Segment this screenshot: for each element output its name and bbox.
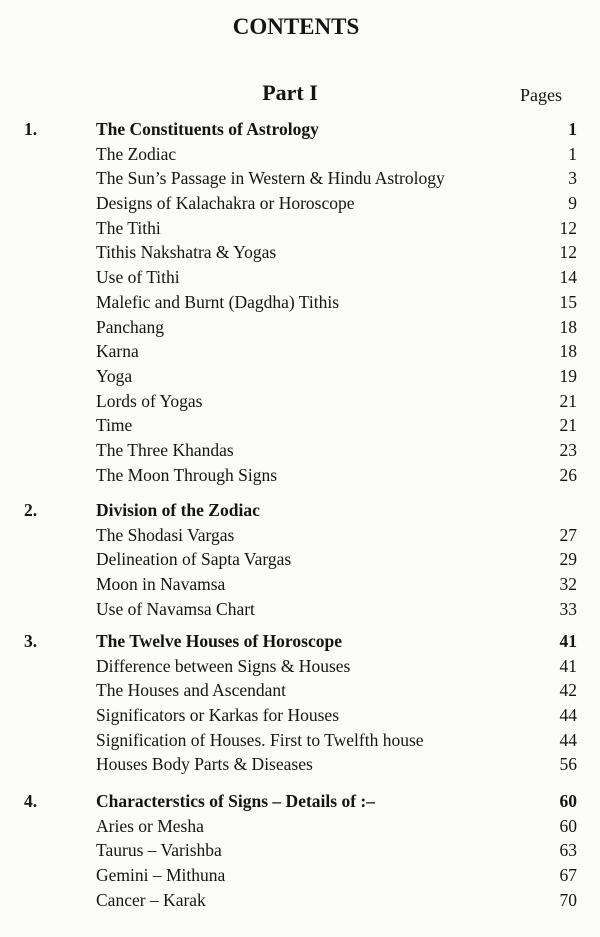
entry-title: Taurus – Varishba <box>96 840 222 861</box>
entry-title: Difference between Signs & Houses <box>96 655 351 676</box>
pages-column-label: Pages <box>520 85 562 105</box>
entry-title: Houses Body Parts & Diseases <box>96 754 313 775</box>
toc-entry[interactable] <box>0 166 600 191</box>
entry-title: Yoga <box>96 365 133 386</box>
toc-entry[interactable] <box>0 142 600 167</box>
entry-page: 9 <box>568 193 577 214</box>
entry-title: Time <box>96 415 133 436</box>
entry-page: 42 <box>559 680 577 701</box>
toc-entry[interactable] <box>0 191 600 216</box>
entry-title: Cancer – Karak <box>96 889 206 910</box>
chapter-title: Division of the Zodiac <box>96 500 260 520</box>
entry-title: The Moon Through Signs <box>96 464 277 485</box>
toc-entry[interactable] <box>0 315 600 340</box>
toc-entry[interactable] <box>0 597 600 622</box>
entry-page: 23 <box>559 439 577 460</box>
entry-title: The Tithi <box>96 217 161 238</box>
entry-page: 56 <box>559 754 577 775</box>
chapter-heading[interactable] <box>0 789 600 814</box>
toc-entry[interactable] <box>0 752 600 777</box>
entry-page: 15 <box>559 291 577 312</box>
page-title: CONTENTS <box>232 14 360 39</box>
toc-entry[interactable] <box>0 339 600 364</box>
entry-page: 63 <box>559 840 577 861</box>
entry-title: The Houses and Ascendant <box>96 680 287 701</box>
chapter-heading[interactable] <box>0 498 600 523</box>
toc-entry[interactable] <box>0 703 600 728</box>
entry-page: 33 <box>559 598 577 619</box>
chapter-section <box>0 498 600 621</box>
toc-entry[interactable] <box>0 678 600 703</box>
chapter-number: 3. <box>24 631 38 651</box>
entry-title: The Zodiac <box>96 143 177 164</box>
entry-page: 12 <box>559 242 577 263</box>
toc-entry[interactable] <box>0 654 600 679</box>
toc-entry[interactable] <box>0 290 600 315</box>
toc-entry[interactable] <box>0 265 600 290</box>
entry-title: Aries or Mesha <box>96 815 204 836</box>
entry-title: Lords of Yogas <box>96 390 203 411</box>
chapter-number: 4. <box>24 791 38 811</box>
toc-entry[interactable] <box>0 364 600 389</box>
entry-page: 26 <box>559 464 577 485</box>
toc-entry[interactable] <box>0 240 600 265</box>
chapter-page: 41 <box>559 631 577 651</box>
entry-title: Use of Tithi <box>96 267 180 288</box>
entry-title: Panchang <box>96 316 165 337</box>
toc-entry[interactable] <box>0 888 600 913</box>
toc-entry[interactable] <box>0 863 600 888</box>
toc-entry[interactable] <box>0 728 600 753</box>
toc-entry[interactable] <box>0 523 600 548</box>
entry-title: Designs of Kalachakra or Horoscope <box>96 193 355 214</box>
entry-page: 27 <box>559 524 577 545</box>
entry-page: 19 <box>559 365 577 386</box>
entry-page: 12 <box>559 217 577 238</box>
entry-title: Significators or Karkas for Houses <box>96 705 340 726</box>
entry-page: 1 <box>568 143 577 164</box>
chapter-number: 1. <box>24 119 38 139</box>
toc-entry[interactable] <box>0 572 600 597</box>
entry-page: 18 <box>559 341 577 362</box>
entry-page: 21 <box>559 415 577 436</box>
entry-page: 32 <box>559 574 577 595</box>
toc-entry[interactable] <box>0 463 600 488</box>
entry-title: Malefic and Burnt (Dagdha) Tithis <box>96 291 340 312</box>
entry-title: The Three Khandas <box>96 439 234 460</box>
toc-entry[interactable] <box>0 438 600 463</box>
entry-title: Delineation of Sapta Vargas <box>96 549 292 570</box>
entry-page: 21 <box>559 390 577 411</box>
chapter-title: The Twelve Houses of Horoscope <box>96 631 342 651</box>
entry-title: Use of Navamsa Chart <box>96 598 255 619</box>
chapter-section <box>0 117 600 487</box>
entry-page: 14 <box>559 267 577 288</box>
entry-title: Gemini – Mithuna <box>96 865 226 886</box>
toc-entry[interactable] <box>0 413 600 438</box>
toc-entry[interactable] <box>0 389 600 414</box>
entry-page: 70 <box>559 889 577 910</box>
entry-title: Karna <box>96 341 139 362</box>
entry-page: 41 <box>559 655 577 676</box>
chapter-section <box>0 629 600 777</box>
toc-entry[interactable] <box>0 216 600 241</box>
entry-page: 67 <box>559 865 577 886</box>
entry-page: 29 <box>559 549 577 570</box>
entry-page: 44 <box>559 705 577 726</box>
chapter-heading[interactable] <box>0 629 600 654</box>
entry-page: 18 <box>559 316 577 337</box>
toc-entry[interactable] <box>0 838 600 863</box>
chapter-title: Characterstics of Signs – Details of :– <box>96 791 375 811</box>
part-heading: Part I <box>262 80 318 105</box>
entry-title: Moon in Navamsa <box>96 574 226 595</box>
toc-entry[interactable] <box>0 814 600 839</box>
entry-title: Signification of Houses. First to Twelfth house <box>96 729 424 750</box>
chapter-page: 1 <box>568 119 577 139</box>
chapter-number: 2. <box>24 500 38 520</box>
chapter-title: The Constituents of Astrology <box>96 119 319 139</box>
chapter-section <box>0 789 600 912</box>
chapter-heading[interactable] <box>0 117 600 142</box>
entry-page: 60 <box>559 815 577 836</box>
entry-title: The Sun’s Passage in Western & Hindu Astrology <box>96 168 445 189</box>
chapter-page: 60 <box>559 791 577 811</box>
entry-page: 44 <box>559 729 577 750</box>
toc-entry[interactable] <box>0 547 600 572</box>
entry-page: 3 <box>568 168 577 189</box>
entry-title: The Shodasi Vargas <box>96 524 235 545</box>
entry-title: Tithis Nakshatra & Yogas <box>96 242 277 263</box>
